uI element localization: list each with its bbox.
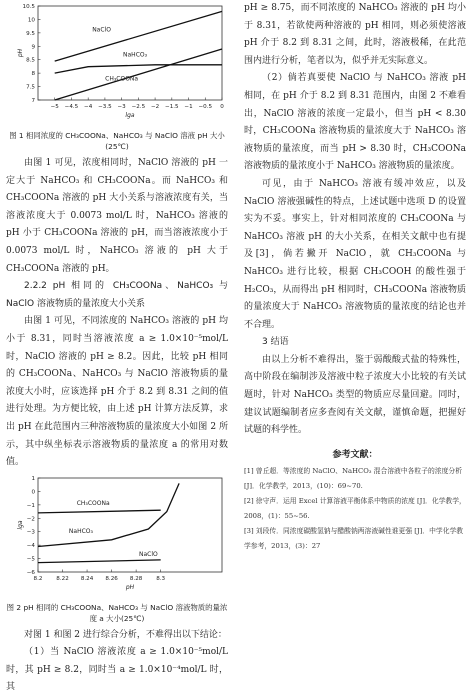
x-tick-label: −3 bbox=[117, 104, 126, 110]
reference-item: [2] 徐守声．运用 Excel 计算溶液平衡体系中物质的浓度 [J]．化学教学，2008，(1)：55~56. bbox=[244, 496, 466, 520]
y-tick-label: 7.5 bbox=[26, 84, 35, 91]
paragraph: 对图 1 和图 2 进行综合分析，不难得出以下结论： bbox=[24, 629, 227, 640]
x-tick-label: 8.22 bbox=[56, 575, 69, 582]
figure-1-caption: 图 1 相同浓度的 CH₃COONa、NaHCO₃ 与 NaClO 溶液 pH 大小(25℃) bbox=[9, 131, 225, 151]
x-tick-label: 8.3 bbox=[156, 575, 166, 582]
series-line bbox=[38, 510, 161, 513]
series-label: NaClO bbox=[139, 550, 158, 558]
y-tick-label: 1 bbox=[31, 475, 35, 482]
y-tick-label: −1 bbox=[26, 502, 35, 509]
figure-2-chart bbox=[6, 472, 228, 596]
x-axis-label: lga bbox=[125, 112, 135, 119]
y-tick-label: −5 bbox=[26, 556, 35, 563]
x-tick-label: 0 bbox=[220, 104, 224, 110]
y-tick-label: −2 bbox=[26, 515, 35, 522]
reference-item: [3] 刘段传．同浓度碳酸氢钠与醋酸钠两溶液碱性谁更强 [J]．中学化学教学参考，2013，(3)：27 bbox=[244, 526, 464, 550]
y-tick-label: 7 bbox=[31, 98, 35, 104]
right-column bbox=[244, 0, 466, 554]
figure-2-caption: 图 2 pH 相同的 CH₃COONa、NaHCO₃ 与 NaClO 溶液物质的量浓度 a 大小(25℃) bbox=[6, 602, 228, 623]
y-tick-label: 10.5 bbox=[22, 4, 35, 10]
y-axis-label: lga bbox=[17, 520, 24, 530]
reference-item: [1] 曾丘超．等浓度的 NaClO、NaHCO₃ 混合溶液中各粒子的浓度分析 [J]．化学教学，2013，(10)：69~70. bbox=[244, 466, 463, 490]
y-tick-label: 10 bbox=[27, 17, 35, 24]
x-tick-label: −0.5 bbox=[198, 104, 213, 110]
section-heading: 3 结语 bbox=[262, 337, 289, 348]
paragraph: 由以上分析不难得出，鉴于弱酸酸式盐的特殊性，高中阶段在编制涉及溶液中粒子浓度大小比较的有关试题时，针对 NaHCO₃ 类型的物质应尽量回避。同时，建议试题编制者应多查阅有关文献，谨慎命题，把握好试题的科学性。 bbox=[244, 354, 466, 436]
y-tick-label: 9.5 bbox=[26, 30, 35, 37]
x-tick-label: 8.24 bbox=[80, 575, 94, 582]
series-line bbox=[38, 560, 161, 563]
paragraph: （1）当 NaClO 溶液浓度 a ≥ 1.0×10⁻⁵mol/L 时，其 pH ≥ 8.2，同时当 a ≥ 1.0×10⁻⁴mol/L 时，其 bbox=[6, 647, 228, 693]
series-label: NaHCO₃ bbox=[68, 527, 93, 535]
y-tick-label: 8 bbox=[31, 71, 35, 78]
left-column bbox=[6, 0, 228, 697]
x-tick-label: −1 bbox=[184, 104, 193, 110]
paragraph: pH ≥ 8.75，而不同浓度的 NaHCO₃ 溶液的 pH 均小于 8.31，若欲使两种溶液的 pH 相同，则必须使溶液 pH 介于 8.2 到 8.31 之间，此时，溶液极稀，在此范围内进行分析，笔者以为，似乎并无实际意义。 bbox=[244, 3, 466, 66]
x-tick-label: −5 bbox=[50, 104, 59, 110]
paragraph: 由图 1 可见，浓度相同时，NaClO 溶液的 pH 一定大于 NaHCO₃ 和 CH₃COONa。而 NaHCO₃ 和 CH₃COONa 溶液的 pH 大小关系与溶液浓度有关，当溶液浓度大于 0.0073 mol/L 时，NaHCO₃ 溶液的 pH 小于 CH₃COONa 溶液的 pH，而当溶液浓度小于 0.0073 mol/L 时，NaHCO₃ 溶液的 pH 大于 CH₃COONa 溶液的 pH。 bbox=[6, 158, 228, 274]
x-tick-label: −2.5 bbox=[131, 104, 146, 110]
y-tick-label: 8.5 bbox=[26, 57, 35, 64]
x-tick-label: 8.26 bbox=[105, 575, 118, 582]
x-tick-label: −4.5 bbox=[64, 104, 79, 110]
x-tick-label: −1.5 bbox=[165, 104, 179, 110]
plot-frame bbox=[38, 478, 222, 572]
series-label: CH₃COONa bbox=[76, 499, 110, 507]
y-tick-label: −6 bbox=[26, 569, 35, 576]
series-label: NaClO bbox=[92, 26, 111, 34]
series-line bbox=[55, 65, 222, 73]
references-heading: 参考文献： bbox=[332, 449, 378, 460]
section-heading: 2.2.2 pH 相同的 CH₃COONa、NaHCO₃ 与 NaClO 溶液物质的量浓度大小关系 bbox=[6, 281, 228, 309]
x-tick-label: 8.28 bbox=[129, 575, 143, 582]
y-axis-label: pH bbox=[17, 48, 24, 58]
paragraph: 由图 1 可见，不同浓度的 NaHCO₃ 溶液的 pH 均小于 8.31，同时当溶液浓度 a ≥ 1.0×10⁻⁵mol/L 时，NaClO 溶液的 pH ≥ 8.2。因此，比较 pH 相同的 CH₃COONa、NaHCO₃ 与 NaClO 溶液物质的量浓度大小时，应该选择 pH 介于 8.2 到 8.31 之间的值进行处理。为方便比较，由上述 pH 计算方法反算，求出 pH 在此范围内三种溶液物质的量浓度大小如图 2 所示，其中纵坐标表示溶液物质的量浓度 a 的常用对数值。 bbox=[6, 316, 228, 468]
x-axis-label: pH bbox=[125, 583, 135, 591]
x-tick-label: 8.2 bbox=[33, 575, 43, 582]
y-tick-label: 9 bbox=[31, 44, 35, 51]
x-tick-label: −2 bbox=[150, 104, 160, 110]
series-line bbox=[38, 483, 179, 546]
series-label: CH₃COONa bbox=[105, 75, 139, 83]
paragraph: （2）倘若真要使 NaClO 与 NaHCO₃ 溶液 pH 相同，在 pH 介于 8.2 到 8.31 范围内，由图 2 不难看出，NaClO 溶液的浓度一定最小，但当 pH < 8.30 时，CH₃COONa 溶液物质的量浓度大于 NaHCO₃ 溶液物质的量浓度，而当 pH > 8.30 时，CH₃COONa 溶液物质的量浓度小于 NaHCO₃ 溶液物质的量浓度。 bbox=[244, 73, 466, 172]
paragraph: 可见，由于 NaHCO₃ 溶液有缓冲效应，以及 NaClO 溶液强碱性的特点，上述试题中选项 D 的设置实为不妥。事实上，针对相同浓度的 CH₃COONa 与 NaHCO₃ 溶液 pH 的大小关系，在相关文献中也有提及[3]，倘若撇开 NaClO，就 CH₃COONa 与 NaHCO₃ 进行比较，根据 CH₃COOH 的酸性强于 H₂CO₃，从而得出 pH 相同时，CH₃COONa 溶液物质的量浓度大于 NaHCO₃ 溶液物质的量浓度的结论也并不合理。 bbox=[244, 178, 466, 330]
y-tick-label: −3 bbox=[26, 529, 35, 536]
figure-1-chart bbox=[6, 0, 228, 124]
x-tick-label: −4 bbox=[84, 104, 93, 110]
series-label: NaHCO₃ bbox=[123, 51, 148, 59]
y-tick-label: −4 bbox=[26, 542, 35, 549]
x-tick-label: −3.5 bbox=[98, 104, 112, 110]
y-tick-label: 0 bbox=[31, 489, 35, 496]
